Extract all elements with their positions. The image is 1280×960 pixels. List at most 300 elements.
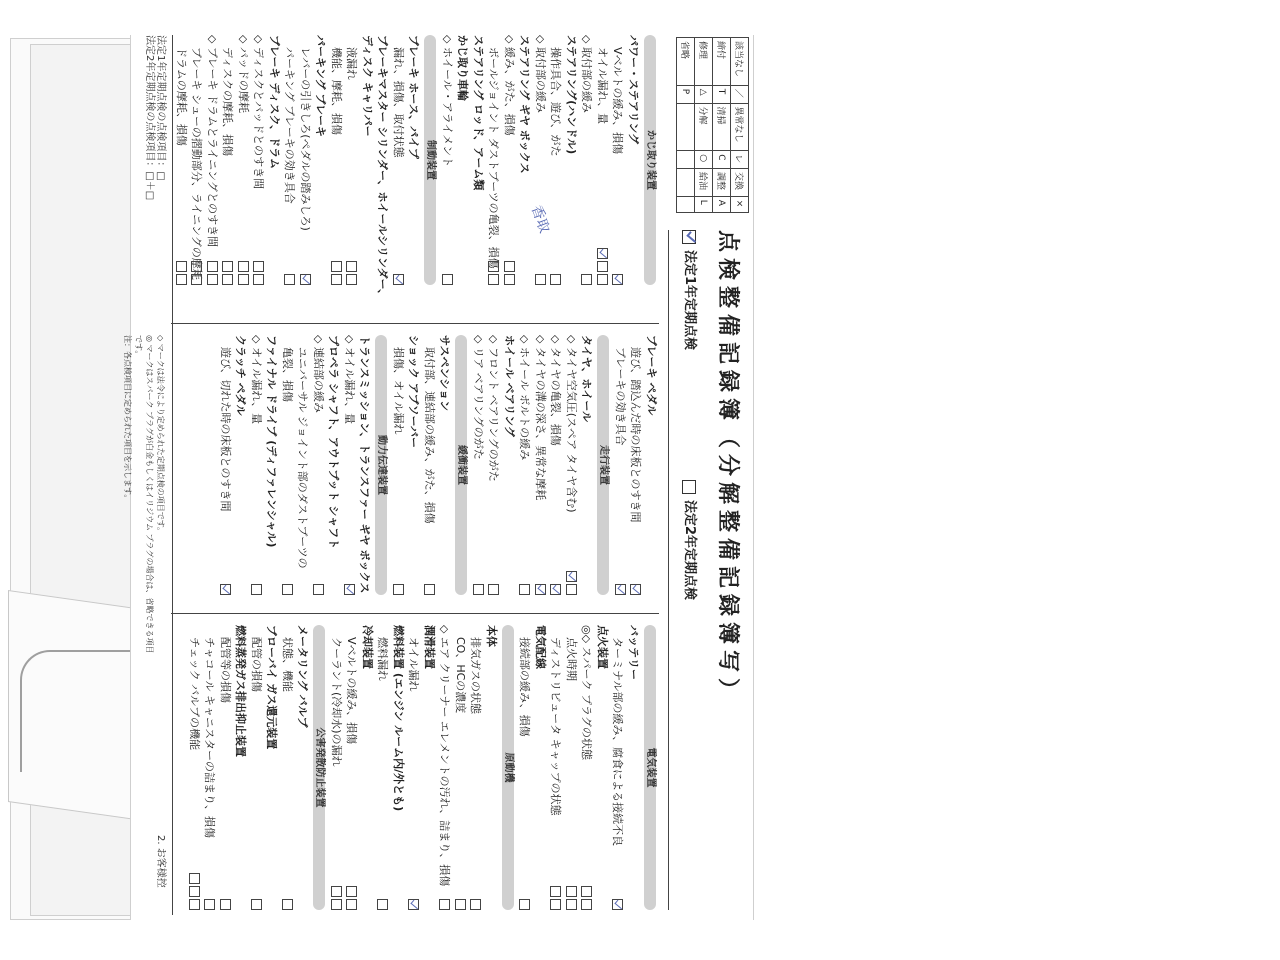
result-boxes [203,259,219,285]
inspection-item [595,625,611,910]
inspection-item [502,335,518,595]
inspection-item [313,35,329,285]
legend-cell: △ [695,85,713,103]
inspection-item-label: ◇ 取付部の緩み [534,35,547,113]
result-checkbox[interactable] [285,274,296,285]
inspection-item-label: プロペラ シャフト、アウトプット シャフト [327,335,341,550]
inspection-item [391,35,407,285]
inspection-item [517,335,533,595]
inspection-item-label: オイル漏れ [407,637,421,692]
result-boxes [309,582,325,595]
inspection-item [282,35,298,285]
footer-note: ◎ マークはスパーク プラグが白金もしくはイリジウム プラグの場合は、省略できる項目です。 [134,335,154,654]
inspection-sheet [123,35,754,920]
result-boxes [500,259,516,285]
inspection-item-label: レバーの引きしろ(ペダルの踏みしろ) [299,47,312,231]
inspection-item-label: ◇ オイル漏れ、量 [343,335,356,425]
result-checkbox[interactable] [489,261,500,272]
result-checkbox[interactable] [189,886,200,897]
result-checkbox[interactable] [455,899,466,910]
result-boxes [340,582,356,595]
footer-line-2year: 法定2年定期点検の点検項目：□＋□ [144,35,155,201]
inspection-item [391,335,407,595]
inspection-item-label: ディスク キャリパー [361,35,374,137]
inspection-item [311,335,327,595]
result-checkbox[interactable] [220,584,231,595]
inspection-item [626,35,642,285]
legend-cell: 異常なし [731,103,749,151]
result-boxes [469,582,485,595]
inspection-item-label: CO、HCの濃度 [454,637,467,714]
result-checkbox[interactable] [566,899,577,910]
inspection-item-label: バッテリー [627,625,640,680]
result-boxes [278,582,294,595]
inspection-item-label: ◇ エア クリーナー エレメントの汚れ、詰まり、損傷 [438,625,452,887]
inspection-item [437,335,453,595]
result-checkbox[interactable] [282,584,293,595]
inspection-item [264,625,280,910]
inspection-item [344,625,360,910]
inspection-item-label: 亀裂、損傷 [281,347,294,402]
inspection-item-label: 配管の損傷 [250,637,263,692]
result-checkbox[interactable] [504,274,515,285]
result-checkbox[interactable] [347,261,358,272]
result-boxes [249,259,265,285]
inspection-item-label: ◇ ディスクとパッドとのすき間 [252,35,266,190]
inspection-item [375,625,391,910]
footer-rule [172,35,173,915]
inspection-item [453,625,469,910]
result-checkbox[interactable] [597,261,608,272]
inspection-item-label: 漏れ、損傷、取付状態 [392,47,405,158]
inspection-item [202,625,218,910]
result-boxes [327,259,343,285]
inspection-item-label: 液漏れ [345,47,359,80]
inspection-item-label: ◇ パッドの摩耗 [237,35,250,113]
inspection-item-label: オイル漏れ、量 [596,47,609,125]
result-boxes [404,897,420,910]
result-boxes [342,259,358,285]
legend-cell [677,169,695,197]
inspection-item-label: ファイナル ドライブ (ディファレンシャル) [265,335,279,548]
result-checkbox[interactable] [504,261,515,272]
result-boxes [187,259,203,285]
inspection-item [644,335,660,595]
inspection-item-label: 点火時期 [565,637,578,681]
inspection-item [267,35,283,285]
inspection-item-label: サスペンション [438,335,452,412]
legend-cell: 交換 [731,169,749,197]
result-checkbox[interactable] [393,274,404,285]
legend-cell: 該当なし [731,38,749,86]
result-checkbox[interactable] [223,274,234,285]
inspection-item [579,35,595,285]
result-checkbox[interactable] [300,274,311,285]
check-1year[interactable] [682,230,701,350]
section-header: 動力伝達装置 [376,335,388,595]
result-checkbox[interactable] [313,584,324,595]
inspection-item [502,35,518,285]
result-boxes [247,582,263,595]
result-checkbox[interactable] [582,899,593,910]
inspection-item [174,35,190,285]
inspection-item [329,625,345,910]
inspection-item-label: 電気配線 [534,625,547,669]
column-2 [218,335,660,595]
legend-cell: × [731,196,749,212]
result-checkbox[interactable] [207,261,218,272]
inspection-item [437,625,453,910]
inspection-item [375,35,391,301]
result-checkbox[interactable] [176,274,187,285]
inspection-item-label: クラッチ ペダル [234,335,248,416]
inspection-item [564,335,580,595]
result-boxes [218,259,234,285]
inspection-item-label: Vベルトの緩み、損傷 [611,47,625,155]
inspection-item [295,335,311,595]
result-checkbox[interactable] [347,899,358,910]
inspection-item [628,335,644,595]
result-boxes [373,897,389,910]
result-boxes [626,582,642,595]
inspection-item [471,35,487,285]
inspection-item-label: 遊び、切れた時の床板とのすき間 [219,347,232,512]
inspection-item [218,625,234,910]
result-checkbox[interactable] [192,261,203,272]
result-checkbox[interactable] [282,899,293,910]
result-checkbox[interactable] [582,886,593,897]
inspection-item [342,335,358,595]
inspection-item-label: パワー・ステアリング [627,35,640,145]
result-checkbox[interactable] [551,584,562,595]
legend-cell [677,196,695,212]
result-checkbox[interactable] [613,899,624,910]
inspection-item-label: ドラムの摩耗、損傷 [175,47,188,146]
legend-cell: C [713,151,731,169]
inspection-item-label: 潤滑装置 [423,625,436,669]
inspection-item-label: 冷却装置 [361,625,374,669]
inspection-item-label: 接続部の緩み、損傷 [518,637,532,737]
result-checkbox[interactable] [254,274,265,285]
inspection-item [360,625,376,910]
inspection-item [233,625,249,910]
inspection-item [533,335,549,595]
inspection-item [564,35,580,285]
inspection-item-label: パーキング ブレーキの効き具合 [283,47,297,204]
inspection-item-label: 機能、摩耗、損傷 [330,47,343,135]
result-checkbox[interactable] [597,274,608,285]
curled-page-drawing [20,650,132,772]
inspection-item-label: ボールジョイント ダストブーツの亀裂、損傷 [487,47,501,269]
inspection-item-label: 点火装置 [596,625,609,669]
inspection-item-label: かじ取り車輪 [456,35,470,101]
result-checkbox[interactable] [347,274,358,285]
result-checkbox[interactable] [331,899,342,910]
result-boxes [577,884,593,910]
legend-cell: 給油 [695,169,713,197]
legend-cell: 締付 [713,38,731,86]
legend-cell: P [677,85,695,103]
legend-cell: A [713,196,731,212]
result-checkbox[interactable] [251,899,262,910]
section-header: 公害発散防止装置 [314,625,326,910]
inspection-item-label: 燃料漏れ [376,637,390,681]
title-row [711,230,751,910]
result-boxes [546,884,562,910]
result-checkbox[interactable] [331,261,342,272]
result-checkbox[interactable] [471,899,482,910]
legend-cell: 修理 [695,38,713,86]
inspection-item-label: ディスクの摩耗、損傷 [221,47,235,157]
result-checkbox[interactable] [189,873,200,884]
result-checkbox[interactable] [344,584,355,595]
inspection-item [548,35,564,285]
result-checkbox[interactable] [489,584,500,595]
result-boxes [515,897,531,910]
result-boxes [216,897,232,910]
inspection-item-label: チェック バルブの機能 [188,637,201,751]
inspection-item [233,335,249,595]
inspection-item-label: チャコール キャニスターの詰まり、損傷 [203,637,217,838]
legend-row [677,38,695,213]
result-checkbox[interactable] [251,584,262,595]
inspection-item [579,625,595,910]
checkmark-icon [687,231,699,243]
inspection-type-row [679,230,705,910]
result-boxes [438,272,454,285]
result-checkbox[interactable] [424,584,435,595]
inspection-item-label: ◎◇ スパーク プラグの状態 [580,625,594,761]
inspection-item [610,625,626,910]
inspection-item [440,35,456,285]
result-checkbox[interactable] [597,248,608,259]
result-checkbox[interactable] [582,274,593,285]
result-checkbox[interactable] [220,899,231,910]
inspection-item [579,335,595,595]
result-checkbox[interactable] [566,571,577,582]
inspection-item [187,625,203,910]
inspection-item [295,625,311,910]
result-checkbox[interactable] [520,584,531,595]
result-checkbox[interactable] [378,899,389,910]
inspection-item [360,35,376,285]
result-checkbox[interactable] [566,584,577,595]
result-boxes [531,272,547,285]
inspection-item-label: ◇ ホイール ボルトの緩み [518,335,532,461]
result-checkbox[interactable] [205,899,216,910]
legend-cell: L [695,196,713,212]
inspection-item [236,35,252,285]
inspection-item-label: 配管等の損傷 [219,637,232,703]
section-header: 緩衝装置 [456,335,468,595]
result-boxes [562,884,578,910]
result-boxes [451,897,467,910]
inspection-item-label: ◇ タイヤの亀裂、損傷 [549,335,563,446]
inspection-item-label: パーキング ブレーキ [314,35,328,138]
result-checkbox[interactable] [192,274,203,285]
inspection-item-label: ◇ 取付部の緩み [580,35,594,113]
inspection-item [205,35,221,285]
inspection-item [471,335,487,595]
result-boxes [185,871,201,910]
result-boxes [562,569,578,595]
column-divider [171,613,659,614]
inspection-item-label: ブレーキ ホース、パイプ [407,35,421,159]
inspection-item-label: ターミナル部の緩み、腐食による接続不良 [611,637,625,847]
inspection-item-label: 燃料装置 (エンジン ルーム内/外とも) [392,625,405,812]
result-checkbox[interactable] [347,886,358,897]
inspection-item [610,35,626,285]
result-boxes [280,272,296,285]
section-header: 電気装置 [644,625,656,910]
inspection-item-label: 遊び、踏込んだ時の床板とのすき間 [629,347,643,523]
check-1year-label: 法定1年定期点検 [682,250,697,351]
inspection-item [613,335,629,595]
inspection-item-label: メータリング バルブ [296,625,310,728]
inspection-item-label: トランスミッション、トランスファー ギヤ ボックス [358,335,372,594]
inspection-item-label: ◇ 連結部の緩み [312,335,325,413]
inspection-item [468,625,484,910]
footer-legend [144,35,166,325]
result-checkbox[interactable] [189,899,200,910]
result-checkbox[interactable] [238,274,249,285]
footer-note: ◇ マークは法令により定められた定期点検の項目です。 [156,335,165,536]
column-3 [187,625,660,910]
result-checkbox[interactable] [520,899,531,910]
inspection-item [357,335,373,595]
column-1 [174,35,660,301]
result-boxes [389,582,405,595]
result-checkbox[interactable] [442,274,453,285]
legend-cell: ／ [731,85,749,103]
check-2year-label: 法定2年定期点検 [682,500,697,601]
legend-row [713,38,731,213]
inspection-item [220,35,236,285]
result-checkbox[interactable] [551,899,562,910]
inspection-item-label: ◇ タイヤ空気圧(スペア タイヤ含む) [565,335,578,513]
result-boxes [608,272,624,285]
inspection-item-label: ◇ ホイール・アライメント [441,35,454,168]
inspection-item [406,35,422,285]
inspection-item-label: Vベルトの緩み、損傷 [345,637,359,745]
inspection-item-label: タイヤ、ホイール [580,335,594,423]
result-checkbox[interactable] [489,274,500,285]
result-checkbox[interactable] [393,584,404,595]
inspection-item [280,335,296,595]
result-checkbox[interactable] [473,584,484,595]
inspection-item-label: ショック アブソーバー [407,335,421,449]
section-header: 制動装置 [425,35,437,285]
result-checkbox[interactable] [331,886,342,897]
result-checkbox[interactable] [254,261,265,272]
result-checkbox[interactable] [176,261,187,272]
inspection-item-label: ブローバイ ガス還元装置 [265,625,279,750]
inspection-item [517,35,533,285]
inspection-item [533,35,549,285]
inspection-item-label: ブレーキ シューの摺動部分、ライニングの摩耗 [190,47,204,280]
checkbox-2year[interactable] [683,480,697,494]
legend-cell: 省略 [677,38,695,86]
footer-line-1year: 法定1年定期点検の点検項目：□ [155,35,166,181]
result-checkbox[interactable] [223,261,234,272]
inspection-item [298,35,314,285]
inspection-item-label: ◇ オイル漏れ、量 [250,335,263,425]
inspection-item-label: ユニバーサル ジョイント部のダストブーツの [296,347,310,569]
inspection-item-label: ◇ タイヤの溝の深さ、異常な摩耗 [534,335,547,501]
legend-cell: 調整 [713,169,731,197]
section-header: 原動機 [502,625,514,910]
inspection-item [264,335,280,595]
column-divider [171,323,659,324]
inspection-item-label: 状態、機能 [281,637,294,692]
inspection-item [406,335,422,595]
result-boxes [593,246,609,285]
result-boxes [172,259,188,285]
inspection-item [486,335,502,595]
inspection-item [422,625,438,910]
inspection-item-label: ブレーキ ペダル [645,335,658,416]
inspection-item-label: ホイール ベアリング [503,335,516,437]
inspection-item-label: ステアリング(ハンドル) [565,35,578,155]
legend-cell: レ [731,151,749,169]
inspection-item [391,625,407,910]
legend-cell: 分解 [695,103,713,151]
result-boxes [327,884,343,910]
inspection-item-label: 損傷、オイル漏れ [392,347,405,435]
inspection-item [548,625,564,910]
check-2year[interactable] [682,480,701,600]
inspection-item [406,625,422,910]
section-header: かじ取り装置 [644,35,656,285]
checkbox-1year[interactable] [683,230,697,244]
result-checkbox[interactable] [566,886,577,897]
result-boxes [546,272,562,285]
inspection-item [344,35,360,285]
result-checkbox[interactable] [409,899,420,910]
result-boxes [546,582,562,595]
result-checkbox[interactable] [613,274,624,285]
result-checkbox[interactable] [238,261,249,272]
result-boxes [435,897,451,910]
legend-cell: ○ [695,151,713,169]
result-checkbox[interactable] [207,274,218,285]
inspection-item [486,35,502,285]
rotated-content [123,35,751,915]
result-checkbox[interactable] [440,899,451,910]
result-checkbox[interactable] [551,886,562,897]
result-boxes [466,897,482,910]
legend-table [676,37,749,213]
inspection-item [548,335,564,595]
inspection-item-label: 操作具合、遊び、がた [549,47,563,157]
inspection-item [455,35,471,285]
inspection-item [564,625,580,910]
result-checkbox[interactable] [535,274,546,285]
inspection-item [422,335,438,595]
result-boxes [278,897,294,910]
result-checkbox[interactable] [631,584,642,595]
result-checkbox[interactable] [615,584,626,595]
result-checkbox[interactable] [331,274,342,285]
result-checkbox[interactable] [551,274,562,285]
inspection-item-label: ステアリング ギヤ ボックス [518,35,532,174]
inspection-item [626,625,642,910]
result-checkbox[interactable] [535,584,546,595]
result-boxes [608,897,624,910]
result-boxes [389,272,405,285]
legend-row [695,38,713,213]
result-boxes [296,272,312,285]
